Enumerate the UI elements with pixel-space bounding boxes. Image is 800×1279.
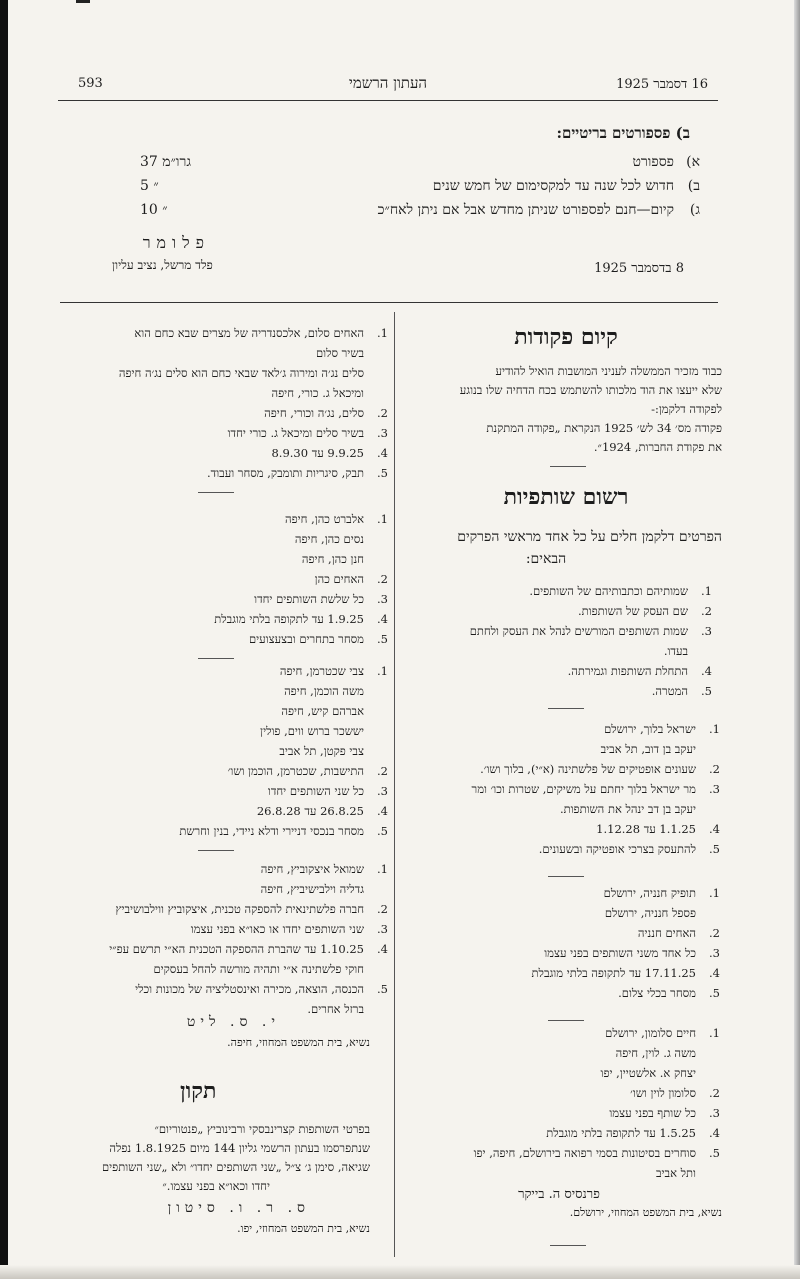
row-letter: ב) <box>687 178 700 194</box>
item-text: פספל חנניה, ירושלם <box>604 906 696 920</box>
item-number: 2. <box>377 902 388 916</box>
text-line: כבוד מזכיר הממשלה לעניני המושבות הואיל להודיע <box>495 364 722 378</box>
section-separator <box>548 876 584 877</box>
text-line: הבאים: <box>525 551 567 567</box>
scan-edge-left <box>0 0 8 1279</box>
item-text: צבי שכטרמן, חיפה <box>279 664 364 678</box>
partnerships-title: רשום שותפיות <box>503 484 629 510</box>
left-signer <box>100 1014 280 1031</box>
item-number: 2. <box>377 764 388 778</box>
item-text: שני השותפים יחדו או כאו״א בפני עצמו <box>190 922 364 936</box>
item-text: שם העסק של השותפות. <box>578 604 688 618</box>
item-text: סלים נג׳ה ומירוה ג׳לאד שבאי כחם הוא סלים נג׳ה חיפה <box>118 366 364 380</box>
item-text: האחים כהן <box>314 572 364 586</box>
left-signer-title: נשיא, בית המשפט המחוזי, חיפה. <box>227 1036 370 1049</box>
item-text: שעונים אופטיקים של פלשתינה (א״י), בלוך ושו׳. <box>480 762 696 776</box>
text-line: לפקודה דלקמן:- <box>651 402 722 416</box>
item-text: חנן כהן, חיפה <box>301 552 364 566</box>
correction-signer: ס. ר. ו. סיטון <box>167 1200 310 1216</box>
section-rule <box>60 302 718 303</box>
text-line: שלא ייעצו את הוד מלכותו להשתמש בכח הדחיה שלו בנוגע <box>459 383 722 397</box>
item-text: 9.9.25 עד 8.9.30 <box>271 446 364 460</box>
item-text: 1.1.25 עד 1.12.28 <box>596 822 696 836</box>
item-number: 3. <box>709 1106 720 1120</box>
item-number: 5. <box>377 466 388 480</box>
registration-mark <box>76 0 90 3</box>
section-separator <box>548 1020 584 1021</box>
item-text: בעדו. <box>663 644 688 658</box>
item-text: שמואל איצקוביץ, חיפה <box>260 862 364 876</box>
passports-signer: פלומר <box>142 233 210 252</box>
item-text: כל שני השותפים יחדו <box>267 784 364 798</box>
section-separator <box>198 658 234 659</box>
section-separator <box>550 466 586 467</box>
item-number: 1. <box>377 862 388 876</box>
item-text: בשיר סלום <box>315 346 364 360</box>
row-price: 10 ״ <box>140 202 168 218</box>
item-number: 2. <box>377 406 388 420</box>
passport-row <box>140 154 700 176</box>
section-separator <box>548 708 584 709</box>
item-number: 1. <box>377 512 388 526</box>
row-text: חדוש לכל שנה עד למקסימום של חמש שנים <box>432 178 674 194</box>
item-number: 1. <box>709 886 720 900</box>
item-text: נסים כהן, חיפה <box>294 532 364 546</box>
text-line: שגיאה, סימן ג׳ צ״ל „שני השותפים יחדו״ ולא „שני השותפים <box>101 1160 370 1174</box>
page-number: 593 <box>78 76 103 91</box>
item-text: בשיר סלים ומיכאל ג. כורי יחדו <box>227 426 364 440</box>
item-number: 2. <box>709 762 720 776</box>
item-number: 2. <box>701 604 712 618</box>
text-line: את פקודת החברות, 1924״. <box>593 440 722 454</box>
item-text: מר ישראל בלוך יחתם על משיקים, שטרות וכו׳ ומר <box>471 782 696 796</box>
item-number: 4. <box>709 1126 720 1140</box>
column-divider <box>394 312 395 1257</box>
item-text: תופיק חנניה, ירושלם <box>603 886 696 900</box>
item-number: 2. <box>709 926 720 940</box>
item-text: אברהם קיש, חיפה <box>281 704 364 718</box>
item-text: חיים סלומון, ירושלם <box>605 1026 696 1040</box>
item-text: כל אחד משני השותפים בפני עצמו <box>544 946 696 960</box>
item-text: ברזל אחרים. <box>307 1002 364 1016</box>
item-text: שמות השותפים המורשים לנהל את העסק ולחתם <box>469 624 688 638</box>
item-text: הכנסה, הוצאה, מכירה ואינסטליציה של מכונות וכלי <box>135 982 364 996</box>
item-number: 1. <box>701 584 712 598</box>
item-text: סלים, נג׳ה וכורי, חיפה <box>264 406 364 420</box>
item-text: יששכר ברוש ווים, פולין <box>260 724 364 738</box>
item-text: תבק, סיגריות ותומבק, מסחר ועבוד. <box>207 466 364 480</box>
item-number: 5. <box>701 684 712 698</box>
item-text: ומיכאל ג. כורי, חיפה <box>271 386 364 400</box>
item-text: חברה פלשתינאית להספקה טכנית, איצקוביץ ווילבושיביץ <box>115 902 364 916</box>
row-letter: א) <box>686 154 700 170</box>
item-text: יעקב בן דוב, תל אביב <box>600 742 696 756</box>
item-text: משה ג. לוין, חיפה <box>615 1046 696 1060</box>
item-number: 5. <box>377 824 388 838</box>
item-number: 3. <box>701 624 712 638</box>
item-number: 1. <box>709 1026 720 1040</box>
text-line: פקודה מס׳ 34 לש׳ 1925 הנקראת „פקודה המתקנת <box>486 421 722 435</box>
item-text: 26.8.25 עד 26.8.28 <box>256 804 364 818</box>
item-text: האחים סלום, אלכסנדריה של מצרים שבא כחם הוא <box>134 326 364 340</box>
item-text: ותל אביב <box>656 1166 696 1180</box>
item-number: 4. <box>377 612 388 626</box>
row-text: פספורט <box>632 154 674 170</box>
item-number: 5. <box>709 1146 720 1160</box>
row-text: קיום—חנם לפספורט שניתן מחדש אבל אם ניתן לאח״כ <box>377 202 674 218</box>
section-separator <box>198 850 234 851</box>
text-line: בפרטי השותפות קצרינבסקי ורבינוביץ „פנטוריום״ <box>154 1122 370 1136</box>
text-line: יחדו וכאו״א בפני עצמו.״ <box>162 1179 270 1193</box>
item-number: 4. <box>377 804 388 818</box>
item-number: 4. <box>709 966 720 980</box>
item-number: 2. <box>709 1086 720 1100</box>
item-text: אלברט כהן, חיפה <box>284 512 364 526</box>
item-text: גדליה וילבישיביץ, חיפה <box>260 882 364 896</box>
passports-heading: ב) פספורטים בריטיים: <box>556 124 690 142</box>
item-text: 1.10.25 עד שהברת ההספקה הטכנית הא״י תרשם עפ״י <box>109 942 364 956</box>
item-text: ישראל בלוך, ירושלם <box>604 722 696 736</box>
item-number: 3. <box>709 946 720 960</box>
item-text: יעקב בן דב ינהל את השותפות. <box>559 802 696 816</box>
item-number: 1. <box>377 664 388 678</box>
item-number: 5. <box>709 986 720 1000</box>
item-number: 4. <box>701 664 712 678</box>
item-text: יצחק א. אלשטיין, יפו <box>600 1066 696 1080</box>
passport-row <box>140 178 700 200</box>
item-text: צבי פקטן, תל אביב <box>279 744 364 758</box>
item-text: סלומון לוין ושו׳ <box>630 1086 696 1100</box>
item-number: 3. <box>377 426 388 440</box>
item-number: 1. <box>709 722 720 736</box>
item-number: 4. <box>709 822 720 836</box>
item-text: 17.11.25 עד לתקופה בלתי מוגבלת <box>531 966 696 980</box>
item-text: מסחר בתחרים ובצעצועים <box>248 632 364 646</box>
right-signer-title: נשיא, בית המשפט המחוזי, ירושלם. <box>569 1206 722 1219</box>
correction-signer-title: נשיא, בית המשפט המחוזי, יפו. <box>237 1222 370 1235</box>
item-number: 4. <box>377 446 388 460</box>
row-letter: ג) <box>689 202 700 218</box>
item-text: להתעסק בצרכי אופטיקה ובשעונים. <box>538 842 696 856</box>
item-text: התחלת השותפות וגמירתה. <box>567 664 688 678</box>
item-text: המטרה. <box>651 684 688 698</box>
item-text: מסחר בכלי צלום. <box>618 986 696 1000</box>
scan-edge-right <box>794 0 800 1279</box>
scan-edge-bottom <box>0 1265 800 1279</box>
row-price: 5 ״ <box>140 178 159 194</box>
item-text: התישבות, שכטרמן, הוכמן ושו׳ <box>227 764 364 778</box>
item-text: שמותיהם וכתבותיהם של השותפים. <box>529 584 688 598</box>
item-text: כל שותף בפני עצמו <box>609 1106 696 1120</box>
item-text: 1.9.25 עד לתקופה בלתי מוגבלת <box>214 612 364 626</box>
item-number: 5. <box>377 632 388 646</box>
decrees-title: קיום פקודות <box>514 324 618 350</box>
item-number: 3. <box>377 784 388 798</box>
item-text: מסחר בנכסי דניירי ודלא ניידי, בנין וחרשת <box>179 824 364 838</box>
correction-title: תקון <box>180 1078 217 1104</box>
section-separator <box>198 492 234 493</box>
text-line: שנתפרסמו בעתון הרשמי גליון 144 מיום 1.8.1925 נפלה <box>109 1141 370 1155</box>
item-number: 3. <box>709 782 720 796</box>
passports-date: 8 בדסמבר 1925 <box>594 261 684 276</box>
signer-name: י. ס. ליט <box>186 1014 280 1030</box>
item-text: 1.5.25 עד לתקופה בלתי מוגבלת <box>546 1126 696 1140</box>
text-line: הפרטים דלקמן חלים על כל אחד מראשי הפרקים <box>457 529 722 545</box>
item-number: 3. <box>377 592 388 606</box>
page-header <box>58 74 718 98</box>
item-text: כל שלשת השותפים יחדו <box>254 592 364 606</box>
section-separator <box>550 1245 586 1246</box>
gazette-title: העתון הרשמי <box>348 74 428 92</box>
item-number: 4. <box>377 942 388 956</box>
header-rule <box>58 100 718 101</box>
passport-row <box>140 202 700 224</box>
item-number: 2. <box>377 572 388 586</box>
item-number: 5. <box>709 842 720 856</box>
passports-signer-title: פלד מרשל, נציב עליון <box>112 258 213 272</box>
item-number: 1. <box>377 326 388 340</box>
item-number: 5. <box>377 982 388 996</box>
decrees-paragraph <box>410 362 722 457</box>
item-text: סוחרים בסיטונות בסמי רפואה בירושלם, חיפה, יפו <box>473 1146 696 1160</box>
item-text: האחים חנניה <box>637 926 696 940</box>
item-number: 3. <box>377 922 388 936</box>
right-signer-name: פרנסיס ה. בייקר <box>518 1187 600 1202</box>
item-text: משה הוכמן, חיפה <box>284 684 364 698</box>
partnerships-intro <box>410 526 722 570</box>
correction-text <box>60 1120 370 1196</box>
item-text: חוקי פלשתינה א״י ותהיה מורשה להחל בעסקים <box>153 962 364 976</box>
row-price: 37 גרו״מ <box>140 154 191 170</box>
issue-date: 16 דסמבר 1925 <box>616 77 708 92</box>
